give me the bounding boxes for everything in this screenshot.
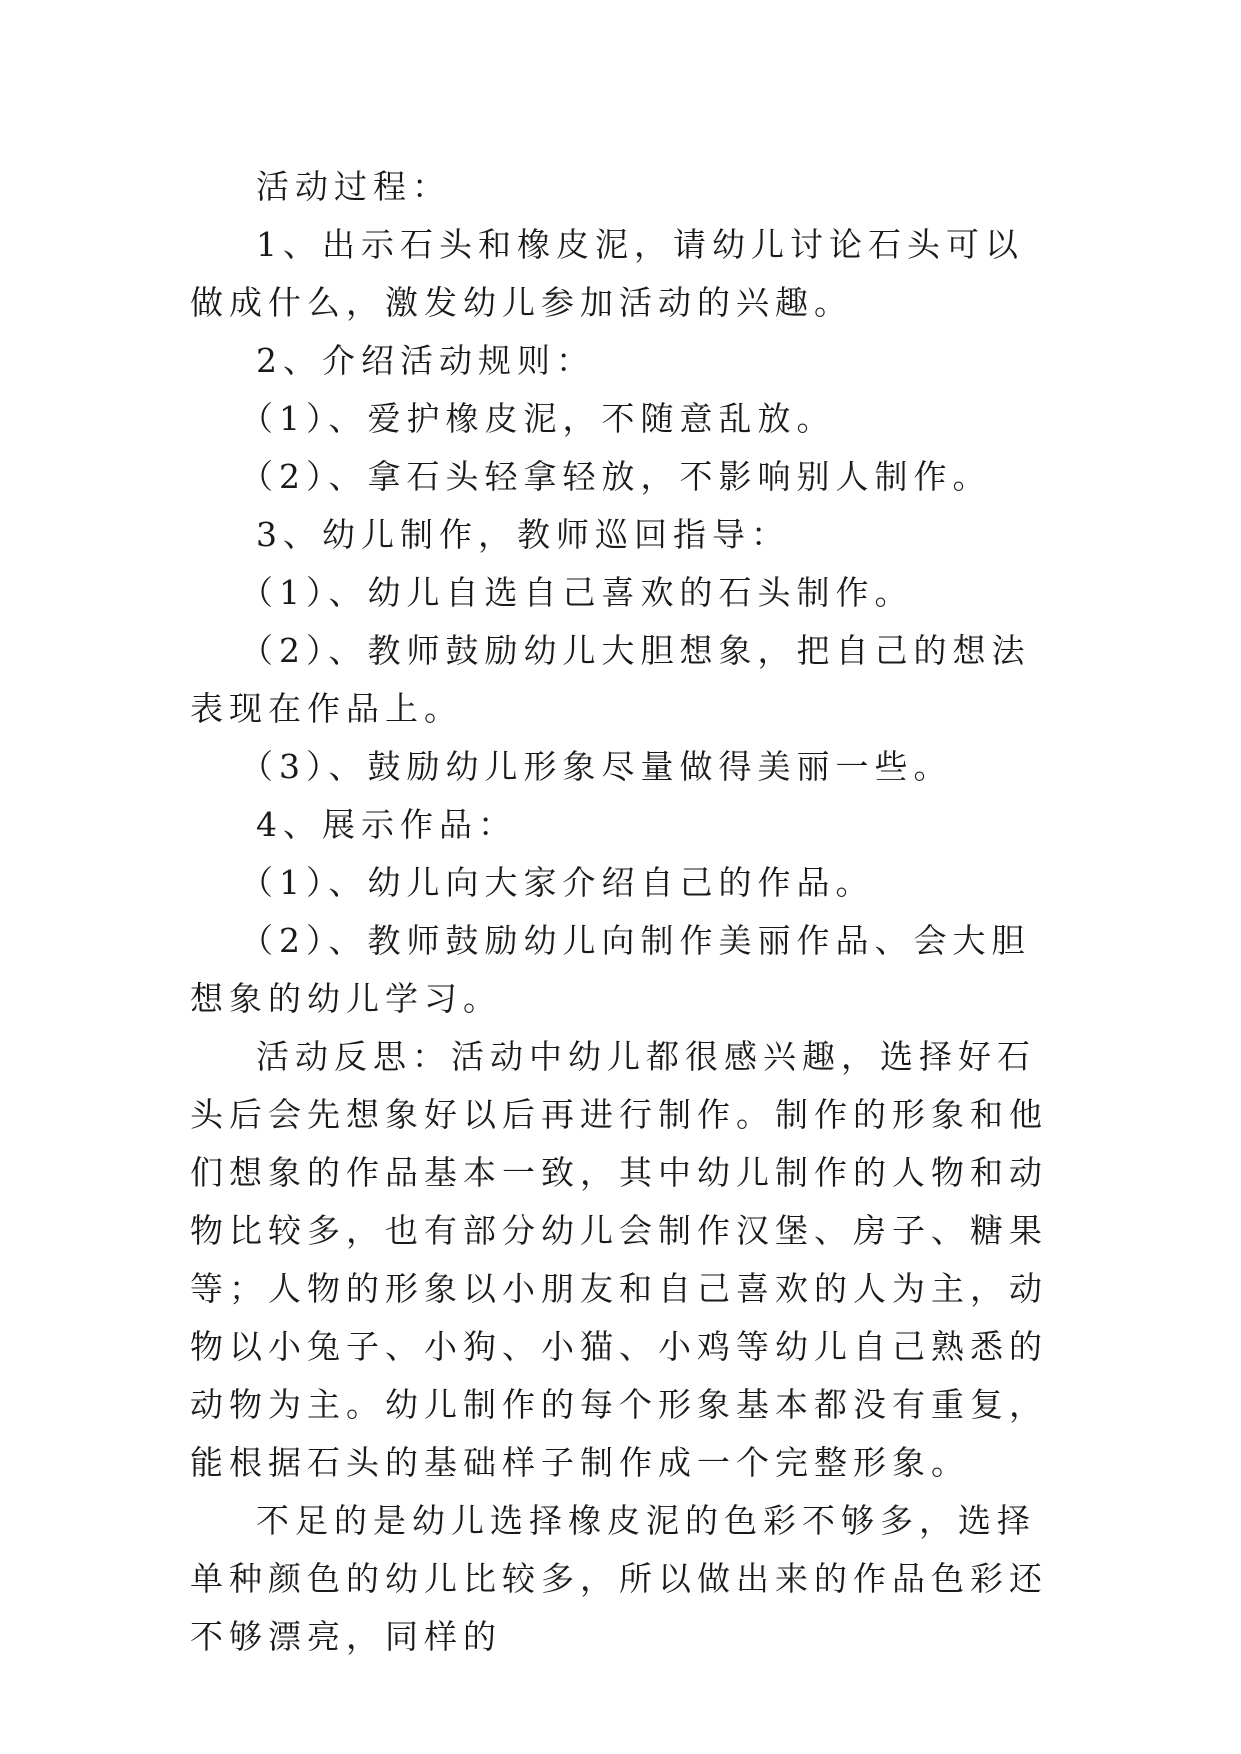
paragraph-step-4-item-1: （1）、幼儿向大家介绍自己的作品。 (240, 863, 875, 902)
paragraph-step-2-item-1: （1）、爱护橡皮泥，不随意乱放。 (240, 399, 836, 438)
paragraph-reflection: 活动反思：活动中幼儿都很感兴趣，选择好石头后会先想象好以后再进行制作。制作的形象和他们想象的作品基本一致，其中幼儿制作的人物和动物比较多，也有部分幼儿会制作汉堡、房子、糖果等；人物的形象以小朋友和自己喜欢的人为主，动物以小兔子、小狗、小猫、小鸡等幼儿自己熟悉的动物为主。幼儿制作的每个形象基本都没有重复，能根据石头的基础样子制作成一个完整形象。 (190, 1037, 1048, 1482)
paragraph-step-2-item-2: （2）、拿石头轻拿轻放，不影响别人制作。 (240, 457, 992, 496)
paragraph-step-2: 2、介绍活动规则： (256, 341, 595, 380)
paragraph-process-heading: 活动过程： (256, 167, 451, 206)
paragraph-step-4: 4、展示作品： (256, 805, 517, 844)
document-body (190, 158, 1060, 1666)
paragraph-step-3-item-2: （2）、教师鼓励幼儿大胆想象，把自己的想法表现在作品上。 (190, 631, 1031, 728)
paragraph-step-3-item-3: （3）、鼓励幼儿形象尽量做得美丽一些。 (240, 747, 953, 786)
paragraph-step-4-item-2: （2）、教师鼓励幼儿向制作美丽作品、会大胆想象的幼儿学习。 (190, 921, 1031, 1018)
paragraph-step-3-item-1: （1）、幼儿自选自己喜欢的石头制作。 (240, 573, 914, 612)
paragraph-step-3: 3、幼儿制作，教师巡回指导： (256, 515, 790, 554)
paragraph-shortcomings: 不足的是幼儿选择橡皮泥的色彩不够多，选择单种颜色的幼儿比较多，所以做出来的作品色彩还不够漂亮，同样的 (190, 1501, 1048, 1656)
paragraph-step-1: 1、出示石头和橡皮泥，请幼儿讨论石头可以做成什么，激发幼儿参加活动的兴趣。 (190, 225, 1024, 322)
